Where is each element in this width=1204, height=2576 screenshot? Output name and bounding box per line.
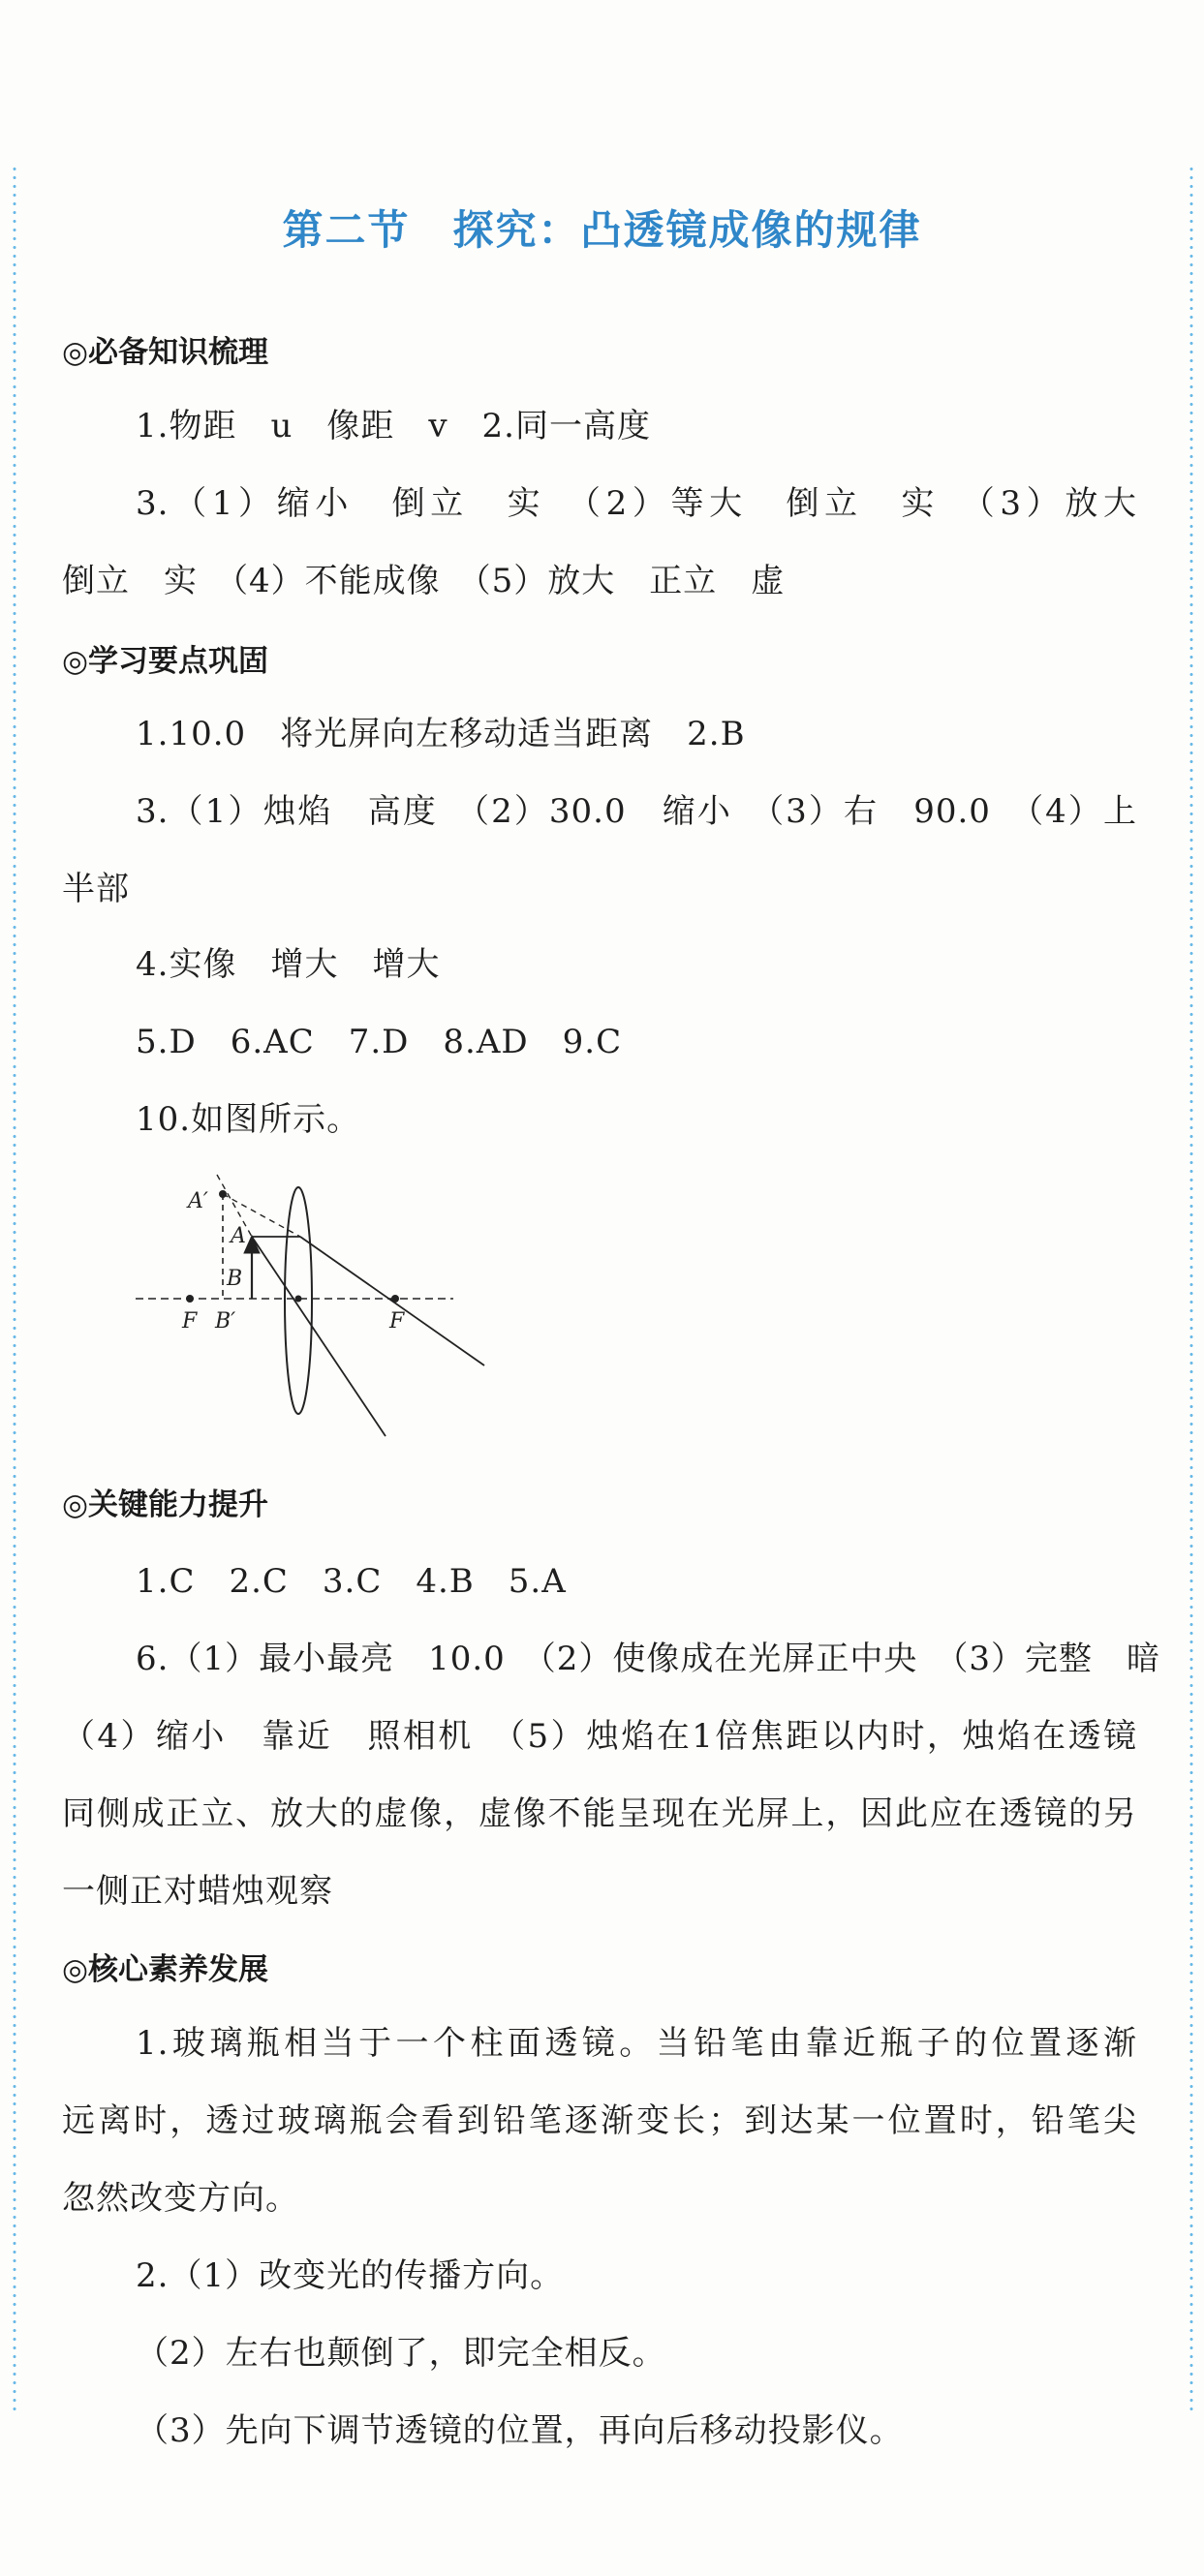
ray-through-center: [252, 1237, 386, 1436]
answer-line: （3）先向下调节透镜的位置，再向后移动投影仪。: [136, 2411, 904, 2450]
section-heading-basic-knowledge: ◎必备知识梳理: [62, 335, 269, 370]
answer-line: 倒立 实 （4）不能成像 （5）放大 正立 虚: [62, 562, 786, 600]
answer-line: 10.如图所示。: [136, 1100, 361, 1139]
label-f-right: F: [389, 1309, 405, 1334]
left-dotted-border: [12, 165, 17, 2411]
section-heading-key-points: ◎学习要点巩固: [62, 644, 269, 679]
answer-line: （4）缩小 靠近 照相机 （5）烛焰在1倍焦距以内时，烛焰在透镜: [62, 1717, 1137, 1756]
page-title: 第二节 探究：凸透镜成像的规律: [282, 206, 922, 254]
focal-point-right: [391, 1295, 399, 1303]
label-a: A: [231, 1224, 246, 1248]
focal-point-left: [186, 1295, 194, 1303]
answer-line: 同侧成正立、放大的虚像，虚像不能呈现在光屏上，因此应在透镜的另: [62, 1794, 1137, 1833]
right-dotted-border: [1189, 165, 1194, 2411]
answer-line: 1.物距 u 像距 v 2.同一高度: [136, 407, 651, 445]
answer-line: 远离时，透过玻璃瓶会看到铅笔逐渐变长；到达某一位置时，铅笔尖: [62, 2101, 1137, 2140]
answer-line: 5.D 6.AC 7.D 8.AD 9.C: [136, 1023, 623, 1061]
answer-line: 3.（1）缩小 倒立 实 （2）等大 倒立 实 （3）放大: [136, 484, 1137, 523]
answer-line: 4.实像 增大 增大: [136, 945, 441, 984]
answer-line: 1.玻璃瓶相当于一个柱面透镜。当铅笔由靠近瓶子的位置逐渐: [136, 2024, 1137, 2063]
answer-line: 忽然改变方向。: [62, 2179, 299, 2218]
answer-line: 1.10.0 将光屏向左移动适当距离 2.B: [136, 715, 746, 753]
section-heading-key-ability: ◎关键能力提升: [62, 1487, 269, 1522]
answer-line: 3.（1）烛焰 高度 （2）30.0 缩小 （3）右 90.0 （4）上: [136, 792, 1137, 831]
convex-lens-ray-diagram: [126, 1167, 513, 1448]
label-a-prime: A′: [188, 1189, 208, 1213]
label-f-left: F: [182, 1309, 198, 1334]
center-point: [295, 1296, 302, 1303]
image-tip-point: [219, 1190, 227, 1198]
answer-line: 1.C 2.C 3.C 4.B 5.A: [136, 1562, 567, 1601]
section-heading-core-literacy: ◎核心素养发展: [62, 1952, 269, 1987]
answer-line: （2）左右也颠倒了，即完全相反。: [136, 2334, 666, 2373]
answer-line: 2.（1）改变光的传播方向。: [136, 2256, 565, 2295]
label-b-prime: B′: [215, 1309, 236, 1334]
answer-line: 6.（1）最小最亮 10.0 （2）使像成在光屏正中央 （3）完整 暗: [136, 1640, 1161, 1678]
answer-line: 一侧正对蜡烛观察: [62, 1872, 333, 1911]
answer-line: 半部: [62, 870, 130, 908]
label-b: B: [227, 1267, 243, 1291]
